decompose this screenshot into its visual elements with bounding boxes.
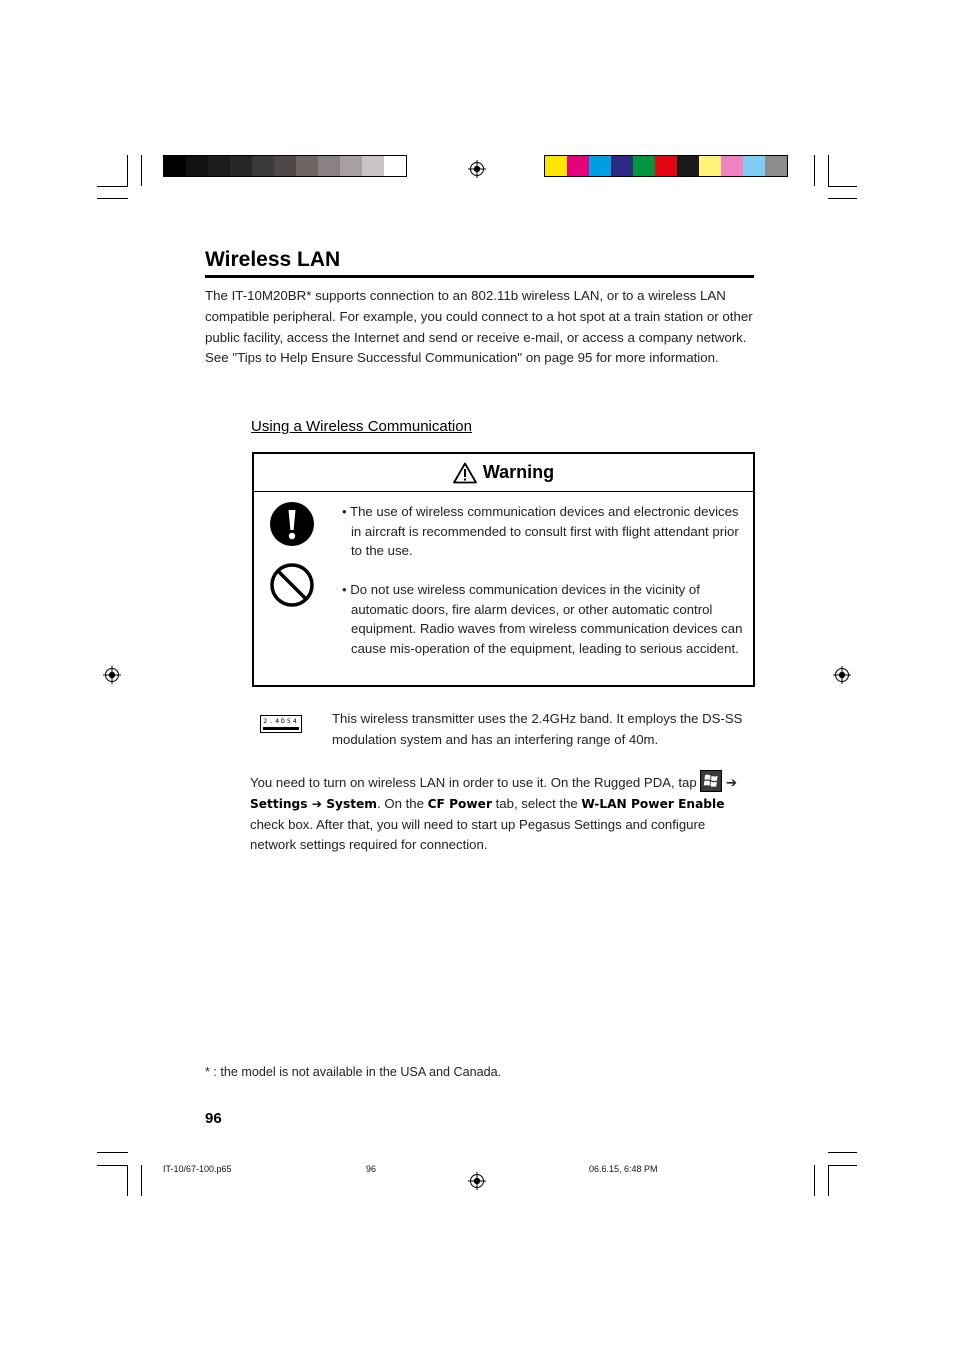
slug-filename: IT-10/67-100.p65: [163, 1164, 232, 1174]
registration-mark-icon: [103, 666, 121, 684]
color-swatch: [765, 156, 787, 176]
color-swatch: [633, 156, 655, 176]
warning-triangle-icon: [453, 462, 477, 484]
color-swatch: [164, 156, 186, 176]
band-notice-text: This wireless transmitter uses the 2.4GHz band. It employs the DS-SS modulation system and has an interfering range of 40m.: [332, 711, 743, 747]
warning-label: Warning: [482, 462, 555, 482]
slug-timestamp: 06.6.15, 6:48 PM: [589, 1164, 658, 1174]
menu-path-settings: Settings: [250, 796, 308, 811]
registration-mark-icon: [468, 1172, 486, 1190]
color-swatch: [743, 156, 765, 176]
band-badge-label: 2.4DS4: [263, 717, 299, 725]
process-color-bar: [544, 155, 788, 177]
color-swatch: [721, 156, 743, 176]
instructions-paragraph: You need to turn on wireless LAN in order to use it. On the Rugged PDA, tap ➔ Settings ➔ System. On the CF Power tab, select the W-LAN Power Enable check box. After that, you will need to start up Pegasus Settings and configure network settings required for connection.: [250, 770, 755, 856]
color-swatch: [208, 156, 230, 176]
intro-paragraph: The IT-10M20BR* supports connection to an 802.11b wireless LAN, or to a wireless LAN compatible peripheral. For example, you could connect to a hot spot at a train station or other public facility, access the Internet and send or receive e-mail, or access a company network. See "Tips to Help Ensure Successful Communication" on page 95 for more information.: [205, 288, 753, 366]
section-heading: Using a Wireless Communication: [251, 418, 472, 435]
color-swatch: [296, 156, 318, 176]
frequency-band-badge: [260, 715, 302, 733]
color-swatch: [362, 156, 384, 176]
warning-item-automatic-equipment: • Do not use wireless communication devices in the vicinity of automatic doors, fire alarm devices, or other automatic control equipment. Radio waves from wireless communication devices can cause mis-operation of the equipment, leading to serious accident.: [342, 582, 743, 656]
prohibited-icon: [269, 562, 315, 608]
registration-mark-icon: [833, 666, 851, 684]
color-swatch: [384, 156, 406, 176]
color-swatch: [567, 156, 589, 176]
warning-box: [252, 452, 755, 687]
color-swatch: [230, 156, 252, 176]
grayscale-color-bar: [163, 155, 407, 177]
wlan-power-enable-ref: W-LAN Power Enable: [581, 796, 725, 811]
footnote: * : the model is not available in the USA and Canada.: [205, 1065, 502, 1079]
color-swatch: [677, 156, 699, 176]
color-swatch: [252, 156, 274, 176]
warning-header: [254, 454, 753, 492]
color-swatch: [274, 156, 296, 176]
color-swatch: [340, 156, 362, 176]
mandatory-exclamation-icon: [269, 501, 315, 547]
color-swatch: [655, 156, 677, 176]
color-swatch: [545, 156, 567, 176]
registration-mark-icon: [468, 160, 486, 178]
cf-power-tab-ref: CF Power: [427, 796, 492, 811]
color-swatch: [589, 156, 611, 176]
warning-item-aircraft: • The use of wireless communication devices and electronic devices in aircraft is recommended to consult first with flight attendant prior to the use.: [342, 504, 739, 558]
page-number: 96: [205, 1110, 222, 1127]
color-swatch: [611, 156, 633, 176]
color-swatch: [699, 156, 721, 176]
color-swatch: [186, 156, 208, 176]
menu-path-system: System: [326, 796, 378, 811]
windows-start-icon: [700, 770, 722, 792]
page-title: Wireless LAN: [205, 248, 754, 278]
slug-page: 96: [366, 1164, 377, 1174]
color-swatch: [318, 156, 340, 176]
